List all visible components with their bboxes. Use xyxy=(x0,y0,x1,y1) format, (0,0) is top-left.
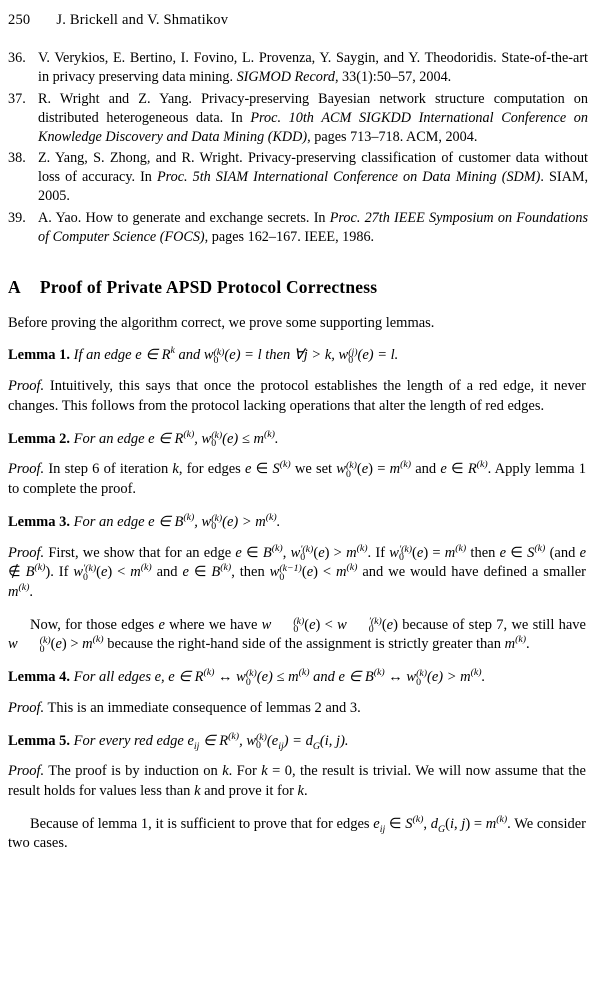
reference-venue: Proc. 27th IEEE Symposium on Foundations of Computer Science (FOCS) xyxy=(38,210,588,245)
lemma-label: Lemma 2. xyxy=(8,430,71,447)
lemma-2-proof: Proof. In step 6 of iteration k, for edges e ∈ $S^{(k)}$ we set w (k) 0 $(e) = m^{(k)}$ and e ∈ $R^{(k)}$. Apply lemma 1 to complete the proof. xyxy=(8,459,586,498)
lemma-label: Lemma 1. xyxy=(8,347,71,364)
lemma-2 xyxy=(8,430,586,450)
lemma-label: Lemma 3. xyxy=(8,513,71,530)
appendix-intro: Before proving the algorithm correct, we prove some supporting lemmas. xyxy=(8,314,435,331)
appendix-title: Proof of Private APSD Protocol Correctness xyxy=(39,276,378,297)
reference-text: R. Wright and Z. Yang. Privacy-preserving Bayesian network structure computation on distributed heterogeneous data. In xyxy=(38,90,588,126)
reference-text: A. Yao. How to generate and exchange secrets. In xyxy=(38,210,330,226)
reference-body xyxy=(38,149,588,206)
reference-venue: Proc. 10th ACM SIGKDD International Conference on Knowledge Discovery and Data Mining (KDD) xyxy=(38,109,588,145)
reference-number: 37. xyxy=(8,90,26,107)
list-item xyxy=(8,90,588,147)
reference-tail: . SIAM, 2005. xyxy=(38,169,588,205)
reference-text: Z. Yang, S. Zhong, and R. Wright. Privacy-preserving classification of customer data without loss of accuracy. In xyxy=(38,150,588,186)
reference-tail: , 33(1):50–57, 2004. xyxy=(334,68,452,85)
paper-page xyxy=(0,12,604,987)
reference-body xyxy=(38,90,588,147)
proof-label: Proof. xyxy=(8,461,45,478)
list-item xyxy=(8,209,588,247)
reference-tail: , pages 162–167. IEEE, 1986. xyxy=(204,228,375,245)
lemma-3 xyxy=(8,513,586,533)
lemma-label: Lemma 5. xyxy=(8,732,71,749)
lemma-4 xyxy=(8,668,586,688)
proof-label: Proof. xyxy=(8,699,45,716)
running-head-authors: J. Brickell and V. Shmatikov xyxy=(56,12,229,28)
reference-body xyxy=(38,49,588,87)
lemma-5 xyxy=(8,732,586,752)
reference-text: V. Verykios, E. Bertino, I. Fovino, L. Provenza, Y. Saygin, and Y. Theodoridis. State-of-the-art in privacy preserving data mining. xyxy=(38,50,588,85)
lemma-statement: For every red edge $e_{ij}$ ∈ $R^{(k)}$, w (k) 0 $(e_{ij}) = d_G(i$, j). xyxy=(73,730,349,752)
list-item xyxy=(8,49,588,87)
proof-label: Proof. xyxy=(8,763,45,780)
lemma-5-proof: Proof. The proof is by induction on k. For k = 0, the result is trivial. We will now assume that the result holds for values less than k and prove it for k. xyxy=(8,763,586,799)
lemma-3-proof: Proof. First, we show that for an edge e ∈ $B^{(k)}$, w ′(k) 0 $(e) > m^{(k)}$. If w ′(k) 0 $(e) = m^{(k)}$ then e ∈ $S^{(k)}$ (and e ∉ $B^{(k)}$). If w ′(k) 0 $(e) < m^{(k)}$ and e ∈ $B^{(k)}$, then w (k−1) 0 $(e) < m^{(k)}$ and we would have defined a smaller $m^{(k)}$. xyxy=(8,542,586,600)
lemma-3-proof-cont: Now, for those edges e where we have w (k) 0 (e) < w ′(k) 0 (e) because of step 7, we still have w (k) 0 $(e) > m^{(k)}$ because the right-hand side of the assignment is strictly greater than $m^{(k)}$. xyxy=(8,615,586,655)
reference-venue: SIGMOD Record xyxy=(236,68,335,85)
reference-venue: Proc. 5th SIAM International Conference on Data Mining (SDM) xyxy=(156,169,541,186)
lemma-statement: If an edge e ∈ $R^k$ and w (k) 0 (e) = l then ∀j > k, w (j) 0 (e) = l. xyxy=(73,345,399,366)
appendix-heading xyxy=(8,277,604,298)
reference-number: 39. xyxy=(8,210,26,226)
running-head xyxy=(8,12,604,29)
page-number: 250 xyxy=(8,12,31,28)
references-list xyxy=(8,49,588,247)
proof-label: Proof. xyxy=(8,378,45,395)
lemma-statement: For an edge e ∈ $B^{(k)}$, w (k) 0 $(e) > m^{(k)}$. xyxy=(73,511,281,533)
reference-body xyxy=(38,209,588,247)
proof-label: Proof. xyxy=(8,544,45,561)
lemma-1 xyxy=(8,346,586,366)
lemma-statement: For all edges e, e ∈ $R^{(k)}$ ↔ w (k) 0 $(e) \le m^{(k)}$ and e ∈ $B^{(k)}$ ↔ w (k) 0 $(e) > m^{(k)}$. xyxy=(73,667,486,688)
reference-number: 36. xyxy=(8,50,26,66)
lemma-4-proof xyxy=(8,699,586,719)
lemma-statement: For an edge e ∈ $R^{(k)}$, w (k) 0 $(e) \le m^{(k)}$. xyxy=(73,428,279,450)
lemma-label: Lemma 4. xyxy=(8,669,71,686)
proof-text: This is an immediate consequence of lemmas 2 and 3. xyxy=(47,699,361,716)
reference-tail: , pages 713–718. ACM, 2004. xyxy=(307,128,478,145)
list-item xyxy=(8,149,588,206)
reference-number: 38. xyxy=(8,150,26,167)
proof-text: Intuitively, this says that once the protocol establishes the length of a red edge, it never changes. This follows from the protocol lacking operations that alter the length of red edges. xyxy=(8,378,586,414)
appendix-letter: A xyxy=(8,276,21,297)
lemma-5-proof-cont: Because of lemma 1, it is sufficient to prove that for edges $e_{ij}$ ∈ $S^{(k)}$, $d_G(i$, $j) = m^{(k)}$. We consider two cases. xyxy=(8,813,586,852)
lemma-1-proof xyxy=(8,377,586,416)
